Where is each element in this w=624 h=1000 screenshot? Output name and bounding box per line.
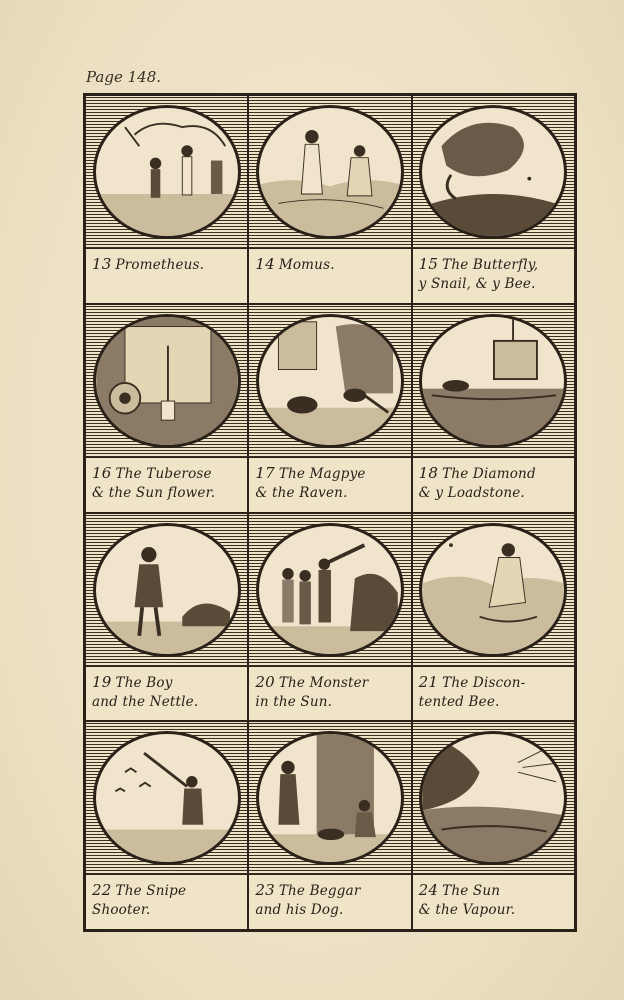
- plate-caption: [86, 667, 247, 721]
- sun-vapour-illustration: [419, 731, 567, 865]
- engraving-background: [413, 722, 574, 875]
- caption-line: tented Bee.: [418, 693, 500, 710]
- caption-line: The Butterfly,: [442, 257, 539, 273]
- momus-illustration: [256, 105, 404, 239]
- engraving-background: [86, 96, 247, 249]
- caption-line: The Diamond: [442, 465, 536, 482]
- engraving-plate-grid: [83, 93, 577, 932]
- plate-caption: [413, 249, 574, 303]
- engraving-background: [86, 514, 247, 667]
- tuberose-sunflower-illustration: [93, 314, 241, 448]
- plate-caption: [86, 458, 247, 512]
- caption-line: Shooter.: [92, 902, 151, 919]
- diamond-loadstone-illustration: [419, 314, 567, 448]
- caption-line: and the Nettle.: [92, 693, 199, 710]
- plate-caption: [86, 875, 247, 929]
- plate-cell-monster-sun: [248, 513, 411, 722]
- engraving-background: [249, 514, 410, 667]
- plate-number: 21: [418, 672, 439, 691]
- plate-caption: [249, 875, 410, 929]
- caption-line: The Snipe: [115, 883, 187, 900]
- plate-number: 18: [418, 463, 439, 482]
- plate-cell-diamond: [412, 304, 575, 513]
- plate-cell-boy-nettle: [85, 513, 248, 722]
- caption-line: and his Dog.: [255, 902, 344, 919]
- magpye-raven-illustration: [256, 314, 404, 448]
- plate-cell-tuberose: [85, 304, 248, 513]
- plate-caption: [413, 667, 574, 721]
- plate-number: 14: [255, 255, 275, 273]
- caption-line: The Magpye: [278, 465, 366, 482]
- plate-cell-beggar-dog: [248, 721, 411, 930]
- plate-number: 13: [92, 255, 112, 273]
- plate-cell-prometheus: [85, 95, 248, 304]
- plate-caption: [86, 249, 247, 303]
- engraving-background: [249, 96, 410, 249]
- engraving-background: [86, 722, 247, 875]
- plate-caption: [249, 458, 410, 512]
- engraving-background: [413, 96, 574, 249]
- snipe-shooter-illustration: [93, 731, 241, 865]
- caption-line: The Boy: [115, 674, 173, 691]
- caption-line: in the Sun.: [255, 693, 333, 710]
- engraving-background: [249, 722, 410, 875]
- caption-line: The Discon-: [442, 674, 526, 691]
- plate-number: 16: [92, 463, 112, 482]
- plate-number: 22: [92, 881, 112, 900]
- butterfly-snail-bee-illustration: [419, 105, 567, 239]
- caption-line: & y Loadstone.: [418, 484, 525, 501]
- plate-caption: [249, 249, 410, 303]
- engraving-background: [249, 305, 410, 458]
- plate-cell-magpye: [248, 304, 411, 513]
- caption-line: The Sun: [442, 883, 501, 900]
- plate-number: 15: [418, 255, 439, 273]
- beggar-dog-illustration: [256, 731, 404, 865]
- caption-line: Prometheus.: [115, 257, 205, 273]
- plate-cell-butterfly: [412, 95, 575, 304]
- caption-line: & the Raven.: [255, 484, 348, 501]
- caption-line: & the Vapour.: [418, 902, 516, 919]
- plate-cell-discontented-bee: [412, 513, 575, 722]
- prometheus-illustration: [93, 105, 241, 239]
- caption-line: The Beggar: [278, 883, 361, 900]
- plate-number: 20: [255, 672, 275, 691]
- discontented-bee-illustration: [419, 523, 567, 657]
- caption-line: The Tuberose: [115, 465, 212, 482]
- caption-line: The Monster: [278, 674, 369, 691]
- plate-number: 19: [92, 672, 112, 691]
- engraving-background: [413, 514, 574, 667]
- caption-line: y Snail, & y Bee.: [418, 276, 536, 292]
- plate-cell-sun-vapour: [412, 721, 575, 930]
- caption-line: Momus.: [278, 257, 335, 273]
- plate-cell-momus: [248, 95, 411, 304]
- caption-line: & the Sun flower.: [92, 484, 216, 501]
- plate-number: 23: [255, 881, 275, 900]
- plate-number: 17: [255, 463, 275, 482]
- plate-caption: [413, 458, 574, 512]
- plate-caption: [413, 875, 574, 929]
- plate-caption: [249, 667, 410, 721]
- page-number: Page 148.: [86, 68, 162, 86]
- monster-sun-illustration: [256, 523, 404, 657]
- plate-cell-snipe-shooter: [85, 721, 248, 930]
- boy-nettle-illustration: [93, 523, 241, 657]
- plate-number: 24: [418, 881, 439, 900]
- engraving-background: [86, 305, 247, 458]
- engraving-background: [413, 305, 574, 458]
